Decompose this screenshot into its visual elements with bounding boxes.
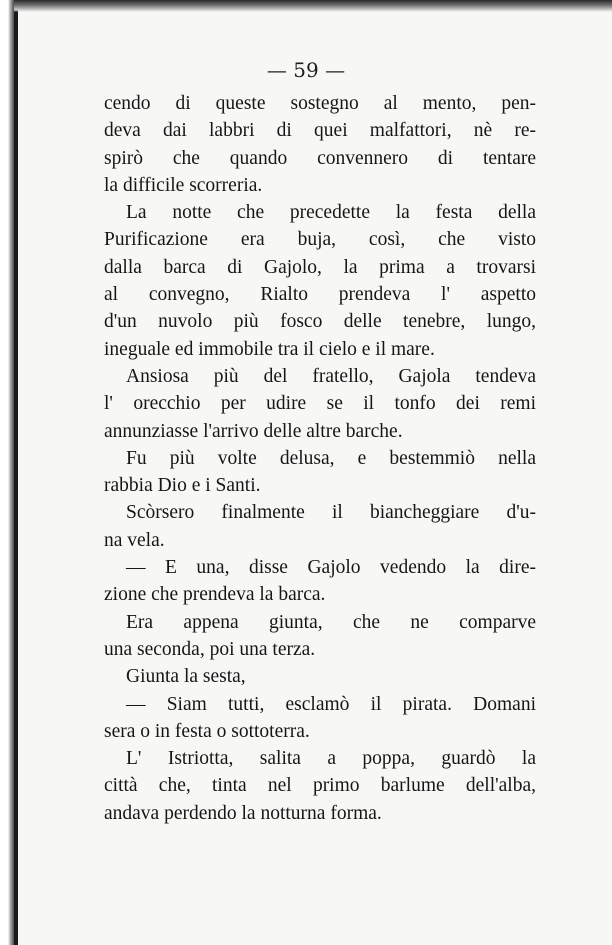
text-line: Fu più volte delusa, e bestemmiò nella xyxy=(126,447,536,469)
page-top-shadow xyxy=(14,0,612,12)
text-line: — E una, disse Gajolo vedendo la dire- xyxy=(126,557,536,579)
text-line: l' orecchio per udire se il tonfo dei remi xyxy=(104,393,536,415)
text-line: spirò che quando convennero di tentare xyxy=(104,147,536,169)
text-line: L' Istriotta, salita a poppa, guardò la xyxy=(126,748,536,770)
text-line: na vela. xyxy=(104,529,165,551)
body-text xyxy=(104,90,536,827)
text-line: La notte che precedette la festa della xyxy=(126,202,536,224)
text-line: d'un nuvolo più fosco delle tenebre, lungo, xyxy=(104,311,536,333)
text-line: dalla barca di Gajolo, la prima a trovarsi xyxy=(104,256,536,278)
text-line: Purificazione era buja, così, che visto xyxy=(104,229,536,251)
text-line: la difficile scorreria. xyxy=(104,174,263,196)
page-binding-edge xyxy=(0,0,14,945)
text-line: una seconda, poi una terza. xyxy=(104,638,316,660)
text-line: sera o in festa o sottoterra. xyxy=(104,720,310,742)
text-line: Giunta la sesta, xyxy=(126,666,246,688)
page-binding-shadow xyxy=(14,0,18,945)
text-line: Scòrsero finalmente il biancheggiare d'u- xyxy=(126,502,536,524)
text-line: rabbia Dio e i Santi. xyxy=(104,475,261,497)
text-line: deva dai labbri di quei malfattori, nè re- xyxy=(104,120,536,142)
text-line: Era appena giunta, che ne comparve xyxy=(126,611,536,633)
text-line: annunziasse l'arrivo delle altre barche. xyxy=(104,420,403,442)
text-line: al convegno, Rialto prendeva l' aspetto xyxy=(104,284,536,306)
text-line: andava perdendo la notturna forma. xyxy=(104,802,382,824)
text-line: città che, tinta nel primo barlume dell'alba, xyxy=(104,775,536,797)
text-line: cendo di queste sostegno al mento, pen- xyxy=(104,93,536,114)
text-line: ineguale ed immobile tra il cielo e il mare. xyxy=(104,338,435,360)
text-line: — Siam tutti, esclamò il pirata. Domani xyxy=(126,693,536,715)
page-number: — 59 — xyxy=(266,58,346,82)
text-line: Ansiosa più del fratello, Gajola tendeva xyxy=(126,365,536,387)
text-line: zione che prendeva la barca. xyxy=(104,584,326,606)
